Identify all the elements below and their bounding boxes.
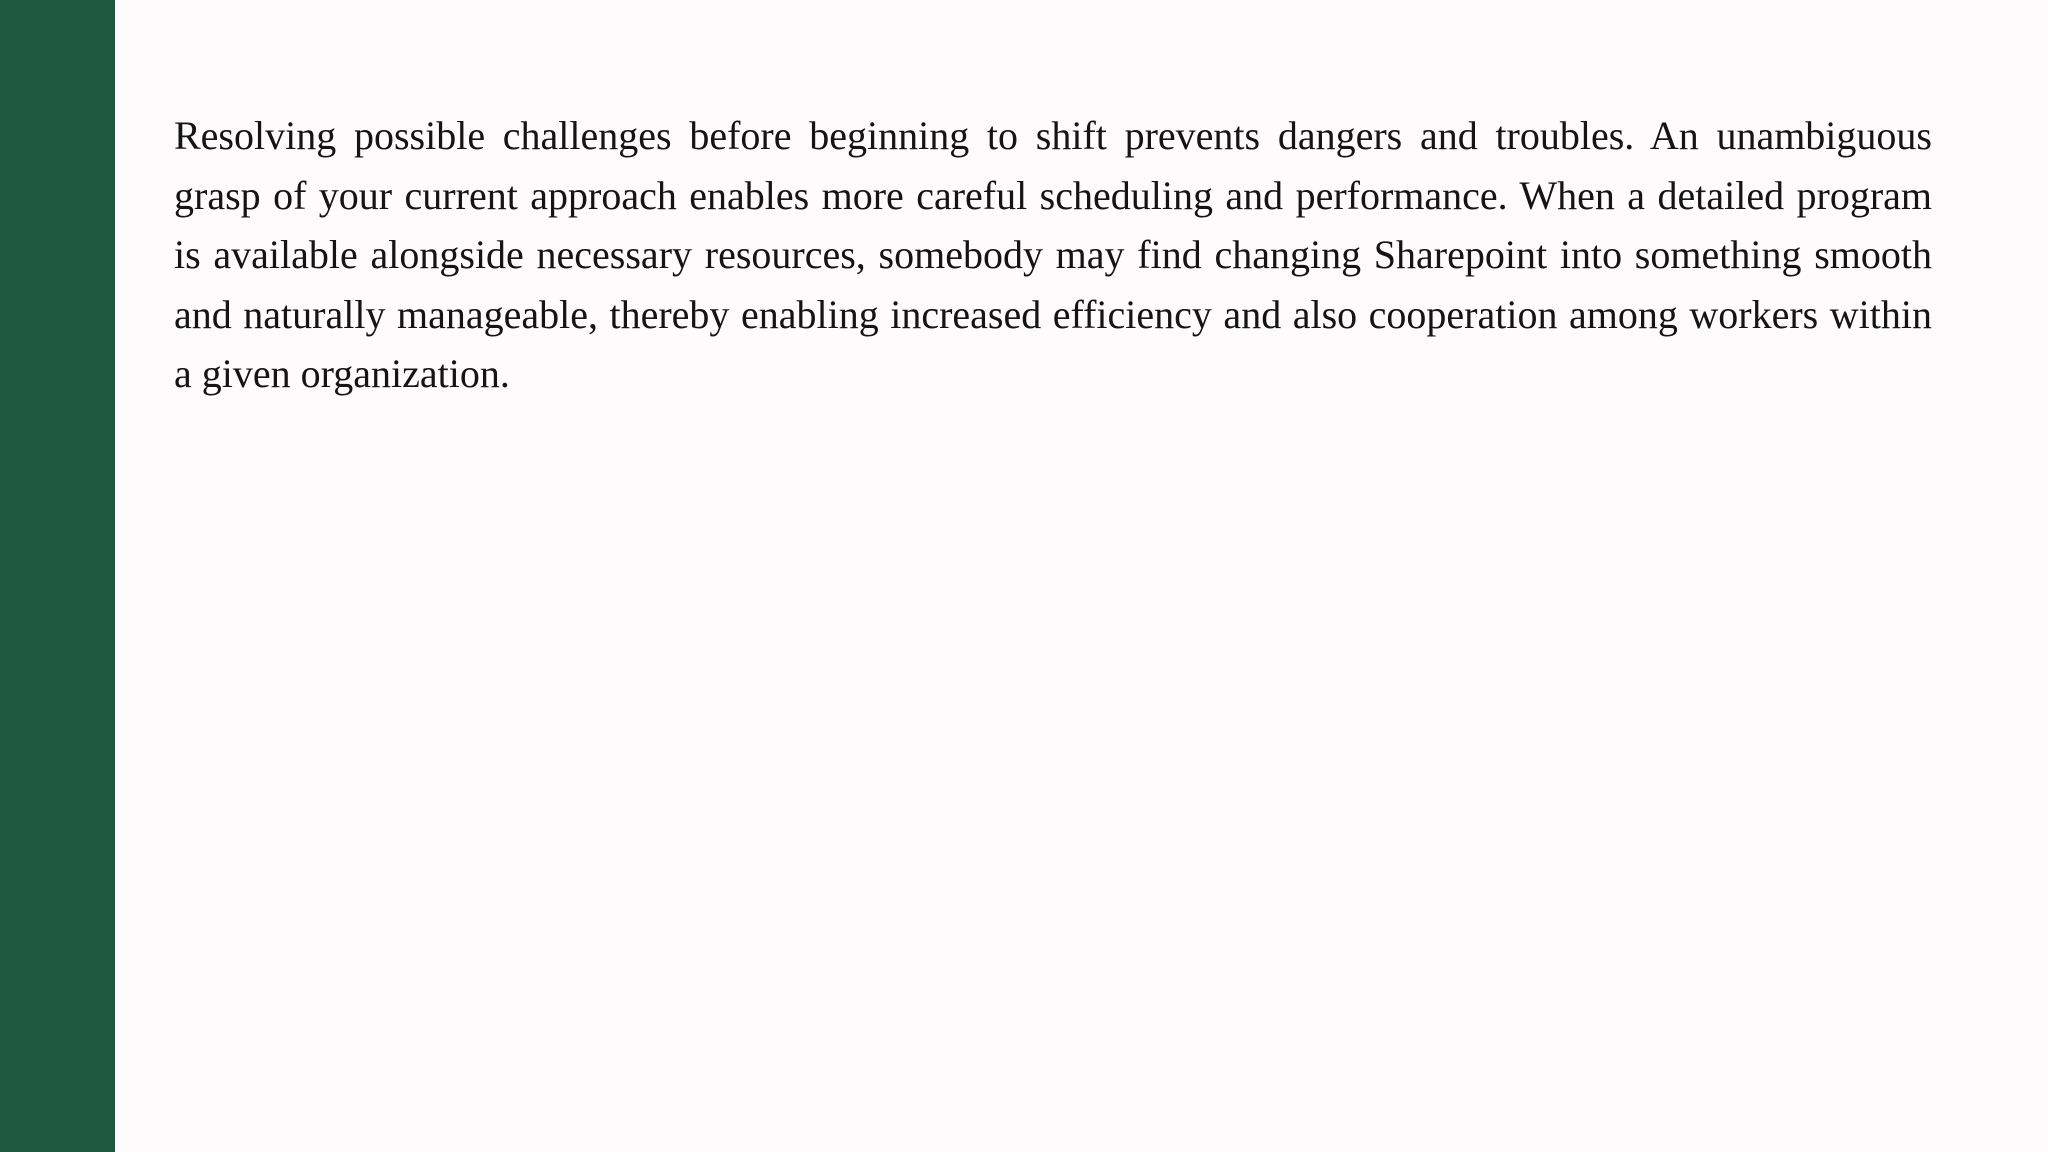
body-paragraph: Resolving possible challenges before beginning to shift prevents dangers and troubles. An unambiguous grasp of your current approach enables more careful scheduling and performance. When a detailed program is available alongside necessary resources, somebody may find changing Sharepoint into something smooth and naturally manageable, thereby enabling increased efficiency and also cooperation among workers within a given organization. bbox=[174, 113, 1932, 396]
left-accent-bar bbox=[0, 0, 115, 1152]
